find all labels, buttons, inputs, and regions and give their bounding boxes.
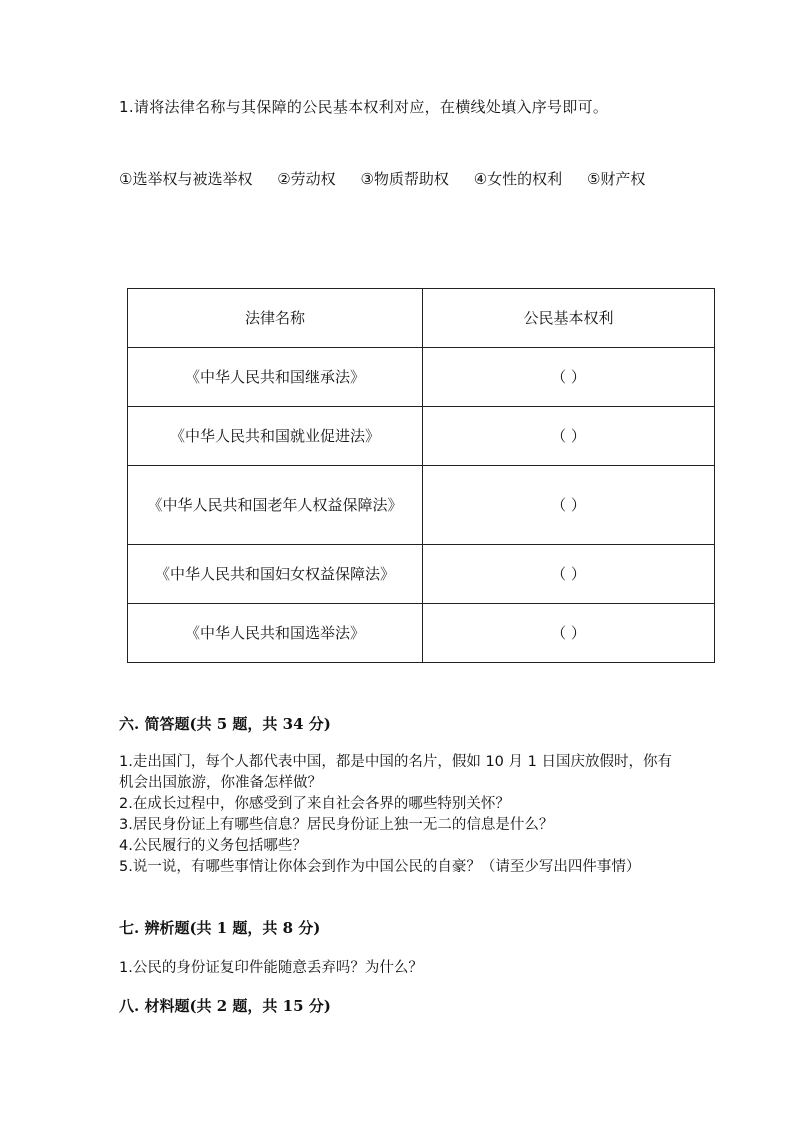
- answer-blank[interactable]: （ ）: [423, 466, 715, 545]
- option-2: ②劳动权: [277, 170, 336, 188]
- answer-blank[interactable]: （ ）: [423, 348, 715, 407]
- list-item: 5.说一说，有哪些事情让你体会到作为中国公民的自豪？（请至少写出四件事情）: [119, 859, 641, 875]
- table-row: [128, 545, 715, 604]
- rights-options: [119, 151, 679, 208]
- list-item: 4.公民履行的义务包括哪些？: [119, 838, 307, 854]
- law-rights-table: [127, 288, 715, 663]
- law-name-cell: 《中华人民共和国继承法》: [128, 348, 423, 407]
- table-row: [128, 604, 715, 663]
- option-5: ⑤财产权: [586, 170, 646, 188]
- law-name-cell: 《中华人民共和国老年人权益保障法》: [128, 466, 423, 545]
- answer-blank[interactable]: （ ）: [423, 407, 715, 466]
- answer-blank[interactable]: （ ）: [423, 604, 715, 663]
- list-item: 3.居民身份证上有哪些信息？居民身份证上独一无二的信息是什么？: [119, 817, 554, 833]
- option-3: ③物质帮助权: [360, 170, 449, 188]
- header-law-name: 法律名称: [128, 289, 423, 348]
- section-6-questions: [119, 752, 674, 878]
- law-name-cell: 《中华人民共和国选举法》: [128, 604, 423, 663]
- table-row: [128, 348, 715, 407]
- answer-blank[interactable]: （ ）: [423, 545, 715, 604]
- table-row: [128, 407, 715, 466]
- section-7-heading: 七. 辨析题(共 1 题，共 8 分): [119, 919, 321, 937]
- list-item: 1.走出国门，每个人都代表中国，都是中国的名片，假如 10 月 1 日国庆放假时，你有机会出国旅游，你准备怎样做？: [119, 754, 672, 791]
- table-header-row: [128, 289, 715, 348]
- section-6-heading: 六. 简答题(共 5 题，共 34 分): [119, 715, 331, 733]
- option-1: ①选举权与被选举权: [119, 170, 253, 188]
- section-8-heading: 八. 材料题(共 2 题，共 15 分): [119, 997, 331, 1015]
- header-citizen-rights: 公民基本权利: [423, 289, 715, 348]
- option-4: ④女性的权利: [473, 170, 563, 188]
- law-name-cell: 《中华人民共和国就业促进法》: [128, 407, 423, 466]
- question-1-prompt: 1.请将法律名称与其保障的公民基本权利对应，在横线处填入序号即可。: [119, 98, 609, 116]
- list-item: 1.公民的身份证复印件能随意丢弃吗？为什么？: [119, 960, 423, 976]
- law-name-cell: 《中华人民共和国妇女权益保障法》: [128, 545, 423, 604]
- table-row: [128, 466, 715, 545]
- list-item: 2.在成长过程中，你感受到了来自社会各界的哪些特别关怀？: [119, 796, 510, 812]
